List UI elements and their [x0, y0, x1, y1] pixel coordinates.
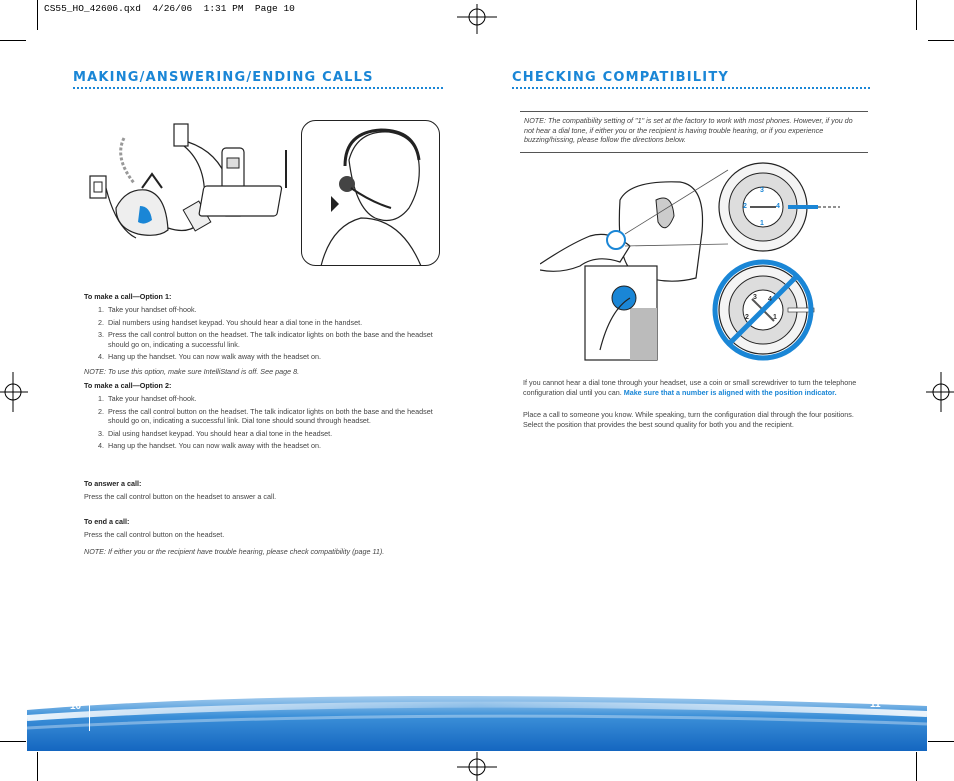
footer-divider-left	[89, 697, 90, 731]
headset-user-illustration	[301, 120, 440, 266]
list-item: 4. Hang up the handset. You can now walk away with the headset on.	[106, 441, 446, 451]
list-item: 3. Press the call control button on the headset. The talk indicator lights on both the base and the headset should go on, indicating a successful link.	[106, 330, 446, 349]
crop-mark	[928, 741, 954, 742]
list-item: 1. Take your handset off-hook.	[106, 394, 446, 404]
registration-mark-left	[0, 372, 28, 412]
list-item: 3. Dial using handset keypad. You should hear a dial tone in the headset.	[106, 429, 446, 439]
option1-heading: To make a call—Option 1:	[84, 292, 172, 301]
list-item: 2. Press the call control button on the headset. The talk indicator lights on both the base and the headset should go on, indicating a successful link. Dial tone should sound through headset.	[106, 407, 446, 426]
dial-number: 4	[776, 203, 780, 210]
heading-rule-right	[512, 87, 870, 89]
phone-setup-illustration	[84, 118, 300, 258]
footer-wave	[27, 688, 927, 751]
answer-text: Press the call control button on the headset to answer a call.	[84, 492, 277, 501]
dial-number: 3	[760, 187, 764, 194]
dial-number: 1	[773, 314, 777, 321]
print-slug: CS55_HO_42606.qxd 4/26/06 1:31 PM Page 10	[44, 3, 295, 14]
end-text: Press the call control button on the headset.	[84, 530, 225, 539]
dial-number: 2	[743, 203, 747, 210]
dial-number: 2	[745, 314, 749, 321]
list-item: 2. Dial numbers using handset keypad. You should hear a dial tone in the handset.	[106, 318, 446, 328]
crop-mark	[0, 40, 26, 41]
page-number-left: 10	[70, 701, 82, 712]
dial-number: 4	[768, 296, 772, 303]
instruction-text: If you cannot hear a dial tone through your headset, use a coin or small screwdriver to turn the telephone configuration dial until you can.	[523, 378, 857, 397]
heading-rule-left	[73, 87, 443, 89]
page-title-right: CHECKING COMPATIBILITY	[512, 70, 729, 85]
crop-mark	[916, 0, 917, 30]
compatibility-note: NOTE: The compatibility setting of "1" is set at the factory to work with most phones. However, if you do not hear a dial tone, if either you or the recipient is having trouble hearing, or if you experience buzzing/hissing, please follow the directions below.	[524, 116, 853, 145]
end-heading: To end a call:	[84, 517, 130, 526]
crop-mark	[928, 40, 954, 41]
config-dial-illustration	[540, 160, 870, 372]
option1-steps	[84, 305, 446, 362]
page-title-left: MAKING/ANSWERING/ENDING CALLS	[73, 70, 374, 85]
instruction-paragraph-1	[523, 378, 868, 397]
end-note: NOTE: If either you or the recipient have trouble hearing, please check compatibility (page 11).	[84, 547, 385, 556]
instruction-emphasis: Make sure that a number is aligned with the position indicator.	[623, 387, 837, 397]
option2-steps	[84, 394, 446, 451]
instruction-paragraph-2: Place a call to someone you know. While speaking, turn the configuration dial through the four positions. Select the position that provides the best sound quality for both you and the recipient.	[523, 410, 854, 429]
option2-heading: To make a call—Option 2:	[84, 381, 172, 390]
list-item: 1. Take your handset off-hook.	[106, 305, 446, 315]
crop-mark	[916, 752, 917, 781]
crop-mark	[0, 741, 26, 742]
list-item: 4. Hang up the handset. You can now walk away with the headset on.	[106, 352, 446, 362]
registration-mark-top	[457, 4, 497, 34]
dial-number: 3	[753, 294, 757, 301]
crop-mark	[37, 752, 38, 781]
note-box	[520, 111, 868, 153]
dial-number: 1	[760, 220, 764, 227]
answer-heading: To answer a call:	[84, 479, 142, 488]
registration-mark-bottom	[457, 752, 497, 781]
option1-note: NOTE: To use this option, make sure IntelliStand is off. See page 8.	[84, 367, 300, 376]
page-number-right: 11	[870, 699, 881, 710]
crop-mark	[37, 0, 38, 30]
footer-band	[27, 688, 927, 751]
registration-mark-right	[926, 372, 954, 412]
